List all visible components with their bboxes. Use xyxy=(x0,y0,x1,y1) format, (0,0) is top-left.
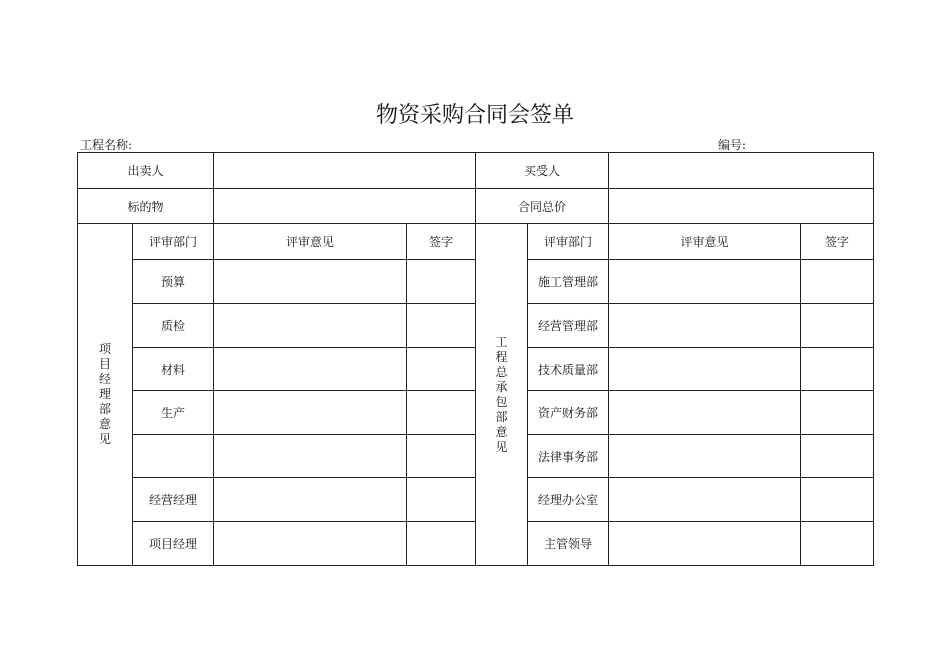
right-section-label: 工程总承包部意见 xyxy=(495,334,508,454)
right-opinion-cell[interactable] xyxy=(609,478,801,522)
right-sign-cell[interactable] xyxy=(801,348,874,391)
total-price-value-cell[interactable] xyxy=(609,189,874,224)
buyer-value-cell[interactable] xyxy=(609,153,874,189)
left-section-label-cell xyxy=(78,224,133,566)
right-sign-cell[interactable] xyxy=(801,304,874,348)
left-sign-header: 签字 xyxy=(407,224,476,260)
left-dept-cell: 生产 xyxy=(133,391,214,435)
right-opinion-cell[interactable] xyxy=(609,348,801,391)
left-dept-cell xyxy=(133,435,214,478)
project-name-label: 工程名称: xyxy=(80,138,133,152)
right-dept-cell: 资产财务部 xyxy=(528,391,609,435)
right-opinion-cell[interactable] xyxy=(609,522,801,566)
right-sign-cell[interactable] xyxy=(801,391,874,435)
right-dept-cell: 主管领导 xyxy=(528,522,609,566)
right-dept-header: 评审部门 xyxy=(528,224,609,260)
right-sign-cell[interactable] xyxy=(801,478,874,522)
left-sign-cell[interactable] xyxy=(407,348,476,391)
left-sign-cell[interactable] xyxy=(407,478,476,522)
right-section-label-cell xyxy=(476,224,528,566)
left-opinion-cell[interactable] xyxy=(214,478,407,522)
left-sign-cell[interactable] xyxy=(407,260,476,304)
left-dept-cell: 项目经理 xyxy=(133,522,214,566)
seller-label-cell xyxy=(78,153,214,189)
left-dept-cell: 经营经理 xyxy=(133,478,214,522)
seller-value-cell[interactable] xyxy=(214,153,476,189)
left-opinion-cell[interactable] xyxy=(214,348,407,391)
right-dept-cell: 技术质量部 xyxy=(528,348,609,391)
right-opinion-cell[interactable] xyxy=(609,435,801,478)
right-opinion-cell[interactable] xyxy=(609,260,801,304)
right-dept-cell: 法律事务部 xyxy=(528,435,609,478)
page-title: 物资采购合同会签单 xyxy=(375,103,574,128)
subject-label-cell xyxy=(78,189,214,224)
number-label: 编号: xyxy=(718,138,747,152)
left-dept-header: 评审部门 xyxy=(133,224,214,260)
left-opinion-cell[interactable] xyxy=(214,304,407,348)
right-opinion-cell[interactable] xyxy=(609,391,801,435)
left-sign-cell[interactable] xyxy=(407,435,476,478)
left-sign-cell[interactable] xyxy=(407,391,476,435)
right-dept-cell: 经营管理部 xyxy=(528,304,609,348)
right-sign-header: 签字 xyxy=(801,224,874,260)
seller-row xyxy=(78,153,874,189)
left-dept-cell: 材料 xyxy=(133,348,214,391)
left-section-label: 项目经理部意见 xyxy=(98,342,111,446)
right-dept-cell: 经理办公室 xyxy=(528,478,609,522)
subject-row xyxy=(78,189,874,224)
right-sign-cell[interactable] xyxy=(801,260,874,304)
right-sign-cell[interactable] xyxy=(801,435,874,478)
left-dept-cell: 质检 xyxy=(133,304,214,348)
right-sign-cell[interactable] xyxy=(801,522,874,566)
left-dept-cell: 预算 xyxy=(133,260,214,304)
left-sign-cell[interactable] xyxy=(407,522,476,566)
buyer-label: 买受人 xyxy=(524,164,561,178)
left-opinion-cell[interactable] xyxy=(214,391,407,435)
right-dept-cell: 施工管理部 xyxy=(528,260,609,304)
buyer-label-cell xyxy=(476,153,609,189)
right-opinion-header: 评审意见 xyxy=(609,224,801,260)
right-opinion-cell[interactable] xyxy=(609,304,801,348)
column-header-row xyxy=(78,224,874,260)
subject-value-cell[interactable] xyxy=(214,189,476,224)
total-price-label-cell xyxy=(476,189,609,224)
left-opinion-cell[interactable] xyxy=(214,435,407,478)
seller-label: 出卖人 xyxy=(127,164,164,178)
left-opinion-cell[interactable] xyxy=(214,260,407,304)
left-sign-cell[interactable] xyxy=(407,304,476,348)
countersign-form xyxy=(77,152,874,566)
left-opinion-cell[interactable] xyxy=(214,522,407,566)
total-price-label: 合同总价 xyxy=(518,199,567,214)
subject-label: 标的物 xyxy=(127,199,164,214)
left-opinion-header: 评审意见 xyxy=(214,224,407,260)
